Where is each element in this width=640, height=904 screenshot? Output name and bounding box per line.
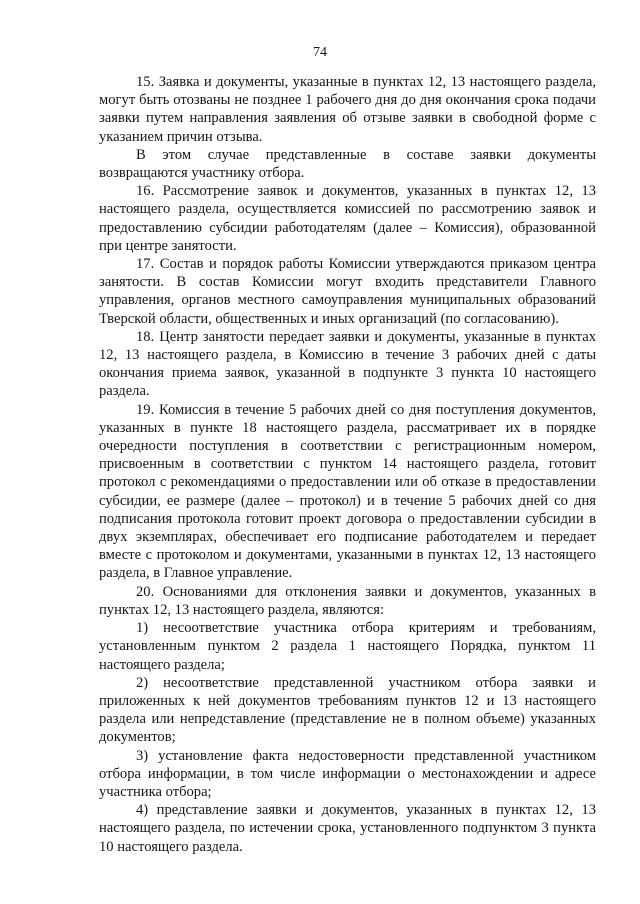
paragraph-16: 16. Рассмотрение заявок и документов, указанных в пунктах 12, 13 настоящего раздела, осуществляется комиссией по рассмотрению заявок и предоставлению субсидии работодателям (далее – Комиссия), образованной при центре занятости. [99, 183, 596, 254]
paragraph-15-continued: В этом случае представленные в составе заявки документы возвращаются участнику отбора. [99, 146, 596, 182]
page-number: 74 [313, 45, 327, 60]
paragraph-19: 19. Комиссия в течение 5 рабочих дней со дня поступления документов, указанных в пункте 18 настоящего раздела, рассматривает их в порядке очередности поступления в соответствии с регистрационным номером, присвоенным в соответствии с пунктом 14 настоящего раздела, готовит протокол с рекомендациями о предоставлении или об отказе в предоставлении субсидии, ее размере (далее – протокол) и в течение 5 рабочих дней со дня подписания протокола готовит проект договора о предоставлении субсидии в двух экземплярах, обеспечивает его подписание работодателем и передает вместе с протоколом и документами, указанными в пунктах 12, 13 настоящего раздела, в Главное управление. [99, 401, 596, 582]
paragraph-20-item-1: 1) несоответствие участника отбора критериям и требованиям, установленным пунктом 2 раздела 1 настоящего Порядка, пунктом 11 настоящего раздела; [99, 620, 596, 673]
paragraph-20-item-4: 4) представление заявки и документов, указанных в пунктах 12, 13 настоящего раздела, по истечении срока, установленного подпунктом 3 пункта 10 настоящего раздела. [99, 802, 596, 855]
paragraph-20: 20. Основаниями для отклонения заявки и документов, указанных в пунктах 12, 13 настоящего раздела, являются: [99, 583, 596, 618]
paragraph-20-item-3: 3) установление факта недостоверности представленной участником отбора информации, в том числе информации о местонахождении и адресе участника отбора; [99, 747, 596, 800]
paragraph-15: 15. Заявка и документы, указанные в пунктах 12, 13 настоящего раздела, могут быть отозваны не позднее 1 рабочего дня до дня окончания срока подачи заявки путем направления заявления об отзыве заявки в свободной форме с указанием причин отзыва. [99, 74, 596, 145]
paragraph-18: 18. Центр занятости передает заявки и документы, указанные в пунктах 12, 13 настоящего раздела, в Комиссию в течение 3 рабочих дней с даты окончания приема заявок, указанной в подпункте 3 пункта 10 настоящего раздела. [99, 328, 596, 400]
document-body [99, 73, 596, 856]
paragraph-17: 17. Состав и порядок работы Комиссии утверждаются приказом центра занятости. В состав Комиссии могут входить представители Главного управления, органов местного самоуправления муниципальных образований Тверской области, общественных и иных организаций (по согласованию). [99, 256, 596, 327]
paragraph-20-item-2: 2) несоответствие представленной участником отбора заявки и приложенных к ней документов требованиям пунктов 12 и 13 настоящего раздела или непредставление (представление не в полном объеме) указанных документов; [99, 674, 596, 746]
